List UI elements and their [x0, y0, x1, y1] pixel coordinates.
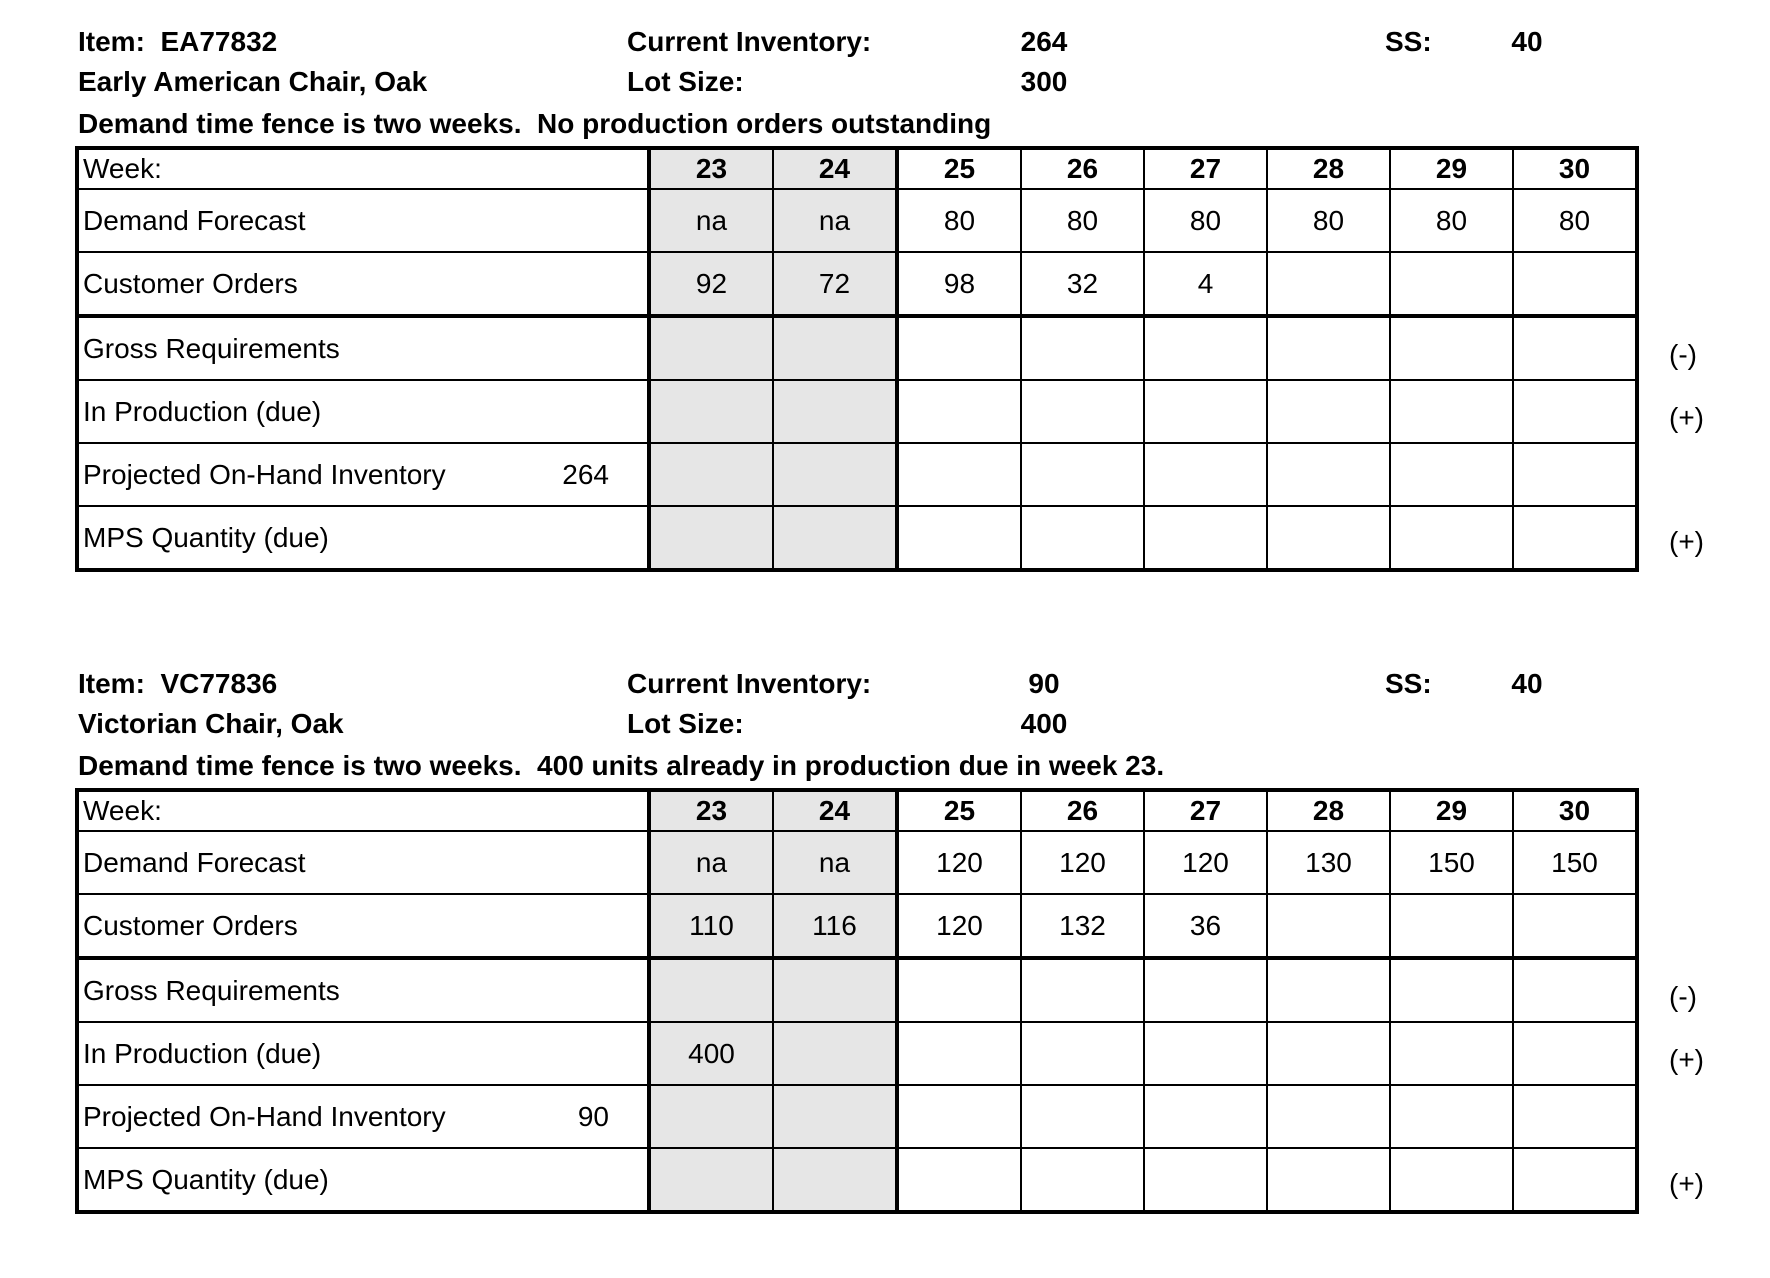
mps-quantity-cell	[1267, 1148, 1390, 1212]
in-production-row	[77, 380, 1637, 443]
projected-on-hand-cell	[1021, 443, 1144, 506]
mps-quantity-cell	[1144, 506, 1267, 570]
week-header: 29	[1390, 790, 1513, 831]
gross-requirements-cell	[649, 316, 773, 380]
minus-sign: (-)	[1669, 981, 1697, 1012]
ss-value: 40	[1511, 26, 1543, 57]
projected-on-hand-cell	[1513, 1085, 1637, 1148]
week-header: 30	[1513, 148, 1637, 189]
mps-table	[75, 788, 1639, 1214]
week-header: 27	[1144, 148, 1267, 189]
demand-forecast-cell: na	[649, 831, 773, 894]
in-production-cell	[773, 1022, 897, 1085]
mps-quantity-cell	[897, 506, 1021, 570]
demand-forecast-cell: 80	[1390, 189, 1513, 252]
plus-sign: (+)	[1669, 526, 1704, 557]
row-label	[77, 380, 649, 443]
gross-requirements-cell	[649, 958, 773, 1022]
in-production-row	[77, 1022, 1637, 1085]
row-label-text: In Production (due)	[83, 1037, 322, 1069]
projected-on-hand-cell	[897, 443, 1021, 506]
in-production-cell	[1267, 380, 1390, 443]
week-header: 25	[897, 148, 1021, 189]
gross-requirements-row	[77, 316, 1637, 380]
demand-forecast-cell: 80	[1144, 189, 1267, 252]
projected-on-hand-cell	[1021, 1085, 1144, 1148]
projected-on-hand-cell	[773, 443, 897, 506]
week-header: 28	[1267, 148, 1390, 189]
projected-on-hand-row	[77, 443, 1637, 506]
in-production-cell	[1021, 1022, 1144, 1085]
minus-sign: (-)	[1669, 339, 1697, 370]
week-header: 25	[897, 790, 1021, 831]
gross-requirements-cell	[1267, 958, 1390, 1022]
in-production-cell	[1144, 1022, 1267, 1085]
row-label	[77, 958, 649, 1022]
gross-requirements-cell	[1267, 316, 1390, 380]
in-production-cell: 400	[649, 1022, 773, 1085]
projected-on-hand-cell	[1267, 1085, 1390, 1148]
projected-on-hand-cell	[1267, 443, 1390, 506]
demand-forecast-cell: 80	[1021, 189, 1144, 252]
row-label-text: Customer Orders	[83, 267, 298, 299]
mps-quantity-cell	[649, 1148, 773, 1212]
customer-orders-cell: 92	[649, 252, 773, 316]
demand-forecast-cell: 80	[1267, 189, 1390, 252]
item-description: Victorian Chair, Oak	[78, 708, 344, 739]
customer-orders-cell	[1513, 252, 1637, 316]
gross-requirements-cell	[773, 316, 897, 380]
time-fence-note: Demand time fence is two weeks. 400 units already in production due in week 23.	[78, 750, 1165, 781]
in-production-cell	[1267, 1022, 1390, 1085]
mps-quantity-cell	[1513, 1148, 1637, 1212]
projected-on-hand-row	[77, 1085, 1637, 1148]
in-production-cell	[897, 380, 1021, 443]
customer-orders-cell: 4	[1144, 252, 1267, 316]
row-label	[77, 1148, 649, 1212]
plus-sign: (+)	[1669, 1044, 1704, 1075]
projected-on-hand-cell	[897, 1085, 1021, 1148]
mps-quantity-cell	[1390, 506, 1513, 570]
current-inventory-label: Current Inventory:	[627, 668, 872, 699]
gross-requirements-cell	[1144, 958, 1267, 1022]
demand-forecast-cell: 120	[897, 831, 1021, 894]
row-label	[77, 894, 649, 958]
in-production-cell	[773, 380, 897, 443]
customer-orders-cell: 72	[773, 252, 897, 316]
week-header: 28	[1267, 790, 1390, 831]
mps-quantity-cell	[1513, 506, 1637, 570]
gross-requirements-cell	[1021, 316, 1144, 380]
lot-size-label: Lot Size:	[627, 708, 744, 739]
demand-forecast-cell: na	[773, 189, 897, 252]
week-header: 27	[1144, 790, 1267, 831]
demand-forecast-row	[77, 831, 1637, 894]
in-production-cell	[897, 1022, 1021, 1085]
mps-quantity-cell	[1390, 1148, 1513, 1212]
week-header: 24	[773, 148, 897, 189]
week-header: 23	[649, 148, 773, 189]
row-label	[77, 1085, 649, 1148]
item-description: Early American Chair, Oak	[78, 66, 428, 97]
gross-requirements-cell	[897, 316, 1021, 380]
week-header: 26	[1021, 790, 1144, 831]
week-header: 23	[649, 790, 773, 831]
week-row	[77, 790, 1637, 831]
lot-size-value: 300	[1020, 66, 1068, 97]
current-inventory-value: 264	[1020, 26, 1068, 57]
current-inventory-label: Current Inventory:	[627, 26, 872, 57]
mps-quantity-cell	[773, 506, 897, 570]
row-label	[77, 1022, 649, 1085]
in-production-cell	[1021, 380, 1144, 443]
row-label	[77, 252, 649, 316]
customer-orders-row	[77, 894, 1637, 958]
item-id: Item: EA77832	[78, 26, 278, 57]
row-label: Week:	[77, 148, 649, 189]
week-header: 24	[773, 790, 897, 831]
in-production-cell	[649, 380, 773, 443]
mps-quantity-row	[77, 506, 1637, 570]
projected-on-hand-cell	[1390, 443, 1513, 506]
customer-orders-cell	[1390, 252, 1513, 316]
mps-quantity-cell	[1144, 1148, 1267, 1212]
projected-on-hand-cell	[1513, 443, 1637, 506]
plus-sign: (+)	[1669, 402, 1704, 433]
mps-quantity-cell	[649, 506, 773, 570]
gross-requirements-row	[77, 958, 1637, 1022]
projected-on-hand-cell	[1390, 1085, 1513, 1148]
customer-orders-cell: 116	[773, 894, 897, 958]
demand-forecast-cell: 120	[1144, 831, 1267, 894]
row-label-text: Projected On-Hand Inventory	[83, 458, 446, 490]
projected-on-hand-cell	[649, 443, 773, 506]
row-label-text: Customer Orders	[83, 909, 298, 941]
mps-quantity-cell	[1021, 1148, 1144, 1212]
row-label-text: Gross Requirements	[83, 974, 340, 1006]
row-label-text: Demand Forecast	[83, 204, 306, 236]
lot-size-label: Lot Size:	[627, 66, 744, 97]
ss-label: SS:	[1385, 26, 1432, 57]
row-label-text: Gross Requirements	[83, 332, 340, 364]
week-row	[77, 148, 1637, 189]
mps-table	[75, 146, 1639, 572]
row-label	[77, 443, 649, 506]
ss-value: 40	[1511, 668, 1543, 699]
row-label-text: Projected On-Hand Inventory	[83, 1100, 446, 1132]
row-label	[77, 506, 649, 570]
projected-initial-value: 90	[577, 1100, 609, 1132]
gross-requirements-cell	[1390, 958, 1513, 1022]
gross-requirements-cell	[773, 958, 897, 1022]
week-header: 29	[1390, 148, 1513, 189]
customer-orders-cell	[1267, 252, 1390, 316]
customer-orders-cell: 132	[1021, 894, 1144, 958]
row-label-text: Demand Forecast	[83, 846, 306, 878]
demand-forecast-cell: 80	[897, 189, 1021, 252]
time-fence-note: Demand time fence is two weeks. No production orders outstanding	[78, 108, 992, 139]
item-id: Item: VC77836	[78, 668, 278, 699]
customer-orders-cell	[1390, 894, 1513, 958]
customer-orders-row	[77, 252, 1637, 316]
current-inventory-value: 90	[1028, 668, 1060, 699]
projected-on-hand-cell	[1144, 443, 1267, 506]
mps-quantity-cell	[1021, 506, 1144, 570]
row-label	[77, 189, 649, 252]
gross-requirements-cell	[1390, 316, 1513, 380]
customer-orders-cell	[1513, 894, 1637, 958]
row-label-text: In Production (due)	[83, 395, 322, 427]
lot-size-value: 400	[1020, 708, 1068, 739]
demand-forecast-row	[77, 189, 1637, 252]
demand-forecast-cell: 120	[1021, 831, 1144, 894]
row-label-text: MPS Quantity (due)	[83, 521, 329, 553]
customer-orders-cell: 32	[1021, 252, 1144, 316]
in-production-cell	[1390, 380, 1513, 443]
customer-orders-cell: 120	[897, 894, 1021, 958]
projected-on-hand-cell	[773, 1085, 897, 1148]
demand-forecast-cell: 150	[1513, 831, 1637, 894]
demand-forecast-cell: 80	[1513, 189, 1637, 252]
mps-quantity-cell	[897, 1148, 1021, 1212]
projected-on-hand-cell	[649, 1085, 773, 1148]
mps-quantity-cell	[773, 1148, 897, 1212]
gross-requirements-cell	[1513, 958, 1637, 1022]
mps-quantity-cell	[1267, 506, 1390, 570]
in-production-cell	[1390, 1022, 1513, 1085]
week-header: 26	[1021, 148, 1144, 189]
gross-requirements-cell	[1513, 316, 1637, 380]
customer-orders-cell	[1267, 894, 1390, 958]
gross-requirements-cell	[897, 958, 1021, 1022]
demand-forecast-cell: na	[773, 831, 897, 894]
row-label	[77, 316, 649, 380]
customer-orders-cell: 110	[649, 894, 773, 958]
customer-orders-cell: 36	[1144, 894, 1267, 958]
demand-forecast-cell: 150	[1390, 831, 1513, 894]
row-label	[77, 831, 649, 894]
demand-forecast-cell: 130	[1267, 831, 1390, 894]
week-header: 30	[1513, 790, 1637, 831]
projected-initial-value: 264	[562, 458, 609, 490]
gross-requirements-cell	[1021, 958, 1144, 1022]
mps-quantity-row	[77, 1148, 1637, 1212]
in-production-cell	[1144, 380, 1267, 443]
row-label-text: MPS Quantity (due)	[83, 1163, 329, 1195]
projected-on-hand-cell	[1144, 1085, 1267, 1148]
demand-forecast-cell: na	[649, 189, 773, 252]
gross-requirements-cell	[1144, 316, 1267, 380]
plus-sign: (+)	[1669, 1168, 1704, 1199]
in-production-cell	[1513, 380, 1637, 443]
in-production-cell	[1513, 1022, 1637, 1085]
ss-label: SS:	[1385, 668, 1432, 699]
customer-orders-cell: 98	[897, 252, 1021, 316]
row-label: Week:	[77, 790, 649, 831]
